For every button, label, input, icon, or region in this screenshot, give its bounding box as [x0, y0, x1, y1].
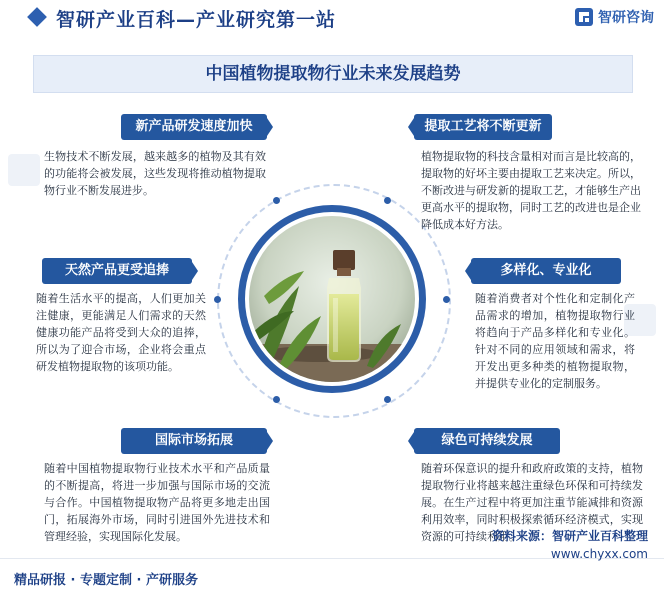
watermark-left-icon	[4, 150, 44, 190]
page-title: 中国植物提取物行业未来发展趋势	[205, 64, 461, 84]
main-title-box	[33, 55, 633, 93]
section-text-natural-products: 随着生活水平的提高，人们更加关注健康，更能满足人们需求的天然健康功能产品将受到大众的追捧，所以为了迎合市场，企业将会重点研发植物提取物的该项功能。	[36, 292, 206, 373]
section-text-international-market: 随着中国植物提取物行业技术水平和产品质量的不断提高，将进一步加强与国际市场的交流与合作。中国植物提取物产品将更多地走出国门，拓展海外市场，同时引进国外先进技术和管理经验，实现国际化发展。	[44, 462, 270, 543]
source-url[interactable]: www.chyxx.com	[550, 547, 648, 561]
footer-services[interactable]: 精品研报 · 专题定制 · 产研服务	[14, 573, 198, 588]
ring-dot	[384, 197, 391, 204]
footer	[0, 529, 664, 593]
ring-dot	[214, 296, 221, 303]
section-header-new-product: 新产品研发速度加快	[121, 114, 267, 140]
brand-logo-icon	[574, 7, 594, 27]
ring-dot	[273, 197, 280, 204]
section-text-extraction-process: 植物提取物的科技含量相对而言是比较高的，提取物的好坏主要由提取工艺来决定。所以，不断改进与研发新的提取工艺，才能够生产出更高水平的提取物，同时工艺的改进也是企业降低成本好方法。	[421, 150, 641, 231]
top-bar	[0, 0, 664, 36]
section-header-extraction-process: 提取工艺将不断更新	[414, 114, 552, 140]
section-header-diversification: 多样化、专业化	[471, 258, 621, 284]
ring-dot	[384, 396, 391, 403]
brand-name: 智研咨询	[598, 10, 654, 26]
section-header-green-development: 绿色可持续发展	[414, 428, 560, 454]
footer-source-block	[492, 527, 648, 561]
section-header-international-market: 国际市场拓展	[121, 428, 267, 454]
diamond-icon	[27, 7, 47, 27]
source-label: 资料来源：智研产业百科整理	[491, 529, 648, 543]
section-header-natural-products: 天然产品更受追捧	[42, 258, 192, 284]
brand[interactable]	[574, 7, 654, 27]
ring-dot	[273, 396, 280, 403]
essential-oil-photo	[249, 216, 415, 382]
ring-dot	[443, 296, 450, 303]
section-text-green-development: 随着环保意识的提升和政府政策的支持，植物提取物行业将越来越注重绿色环保和可持续发展。在生产过程中将更加注重节能减排和资源利用效率，同时积极探索循环经济模式，实现资源的可持续利用。	[421, 462, 643, 543]
site-title: 智研产业百科—产业研究第一站	[56, 9, 337, 31]
section-text-new-product: 生物技术不断发展，越来越多的植物及其有效的功能将会被发展，这些发现将推动植物提取物行业不断发展进步。	[44, 150, 266, 197]
section-text-diversification: 随着消费者对个性化和定制化产品需求的增加，植物提取物行业将趋向于产品多样化和专业化。针对不同的应用领域和需求，将开发出更多种类的植物提取物，并提供专业化的定制服务。	[475, 292, 635, 390]
